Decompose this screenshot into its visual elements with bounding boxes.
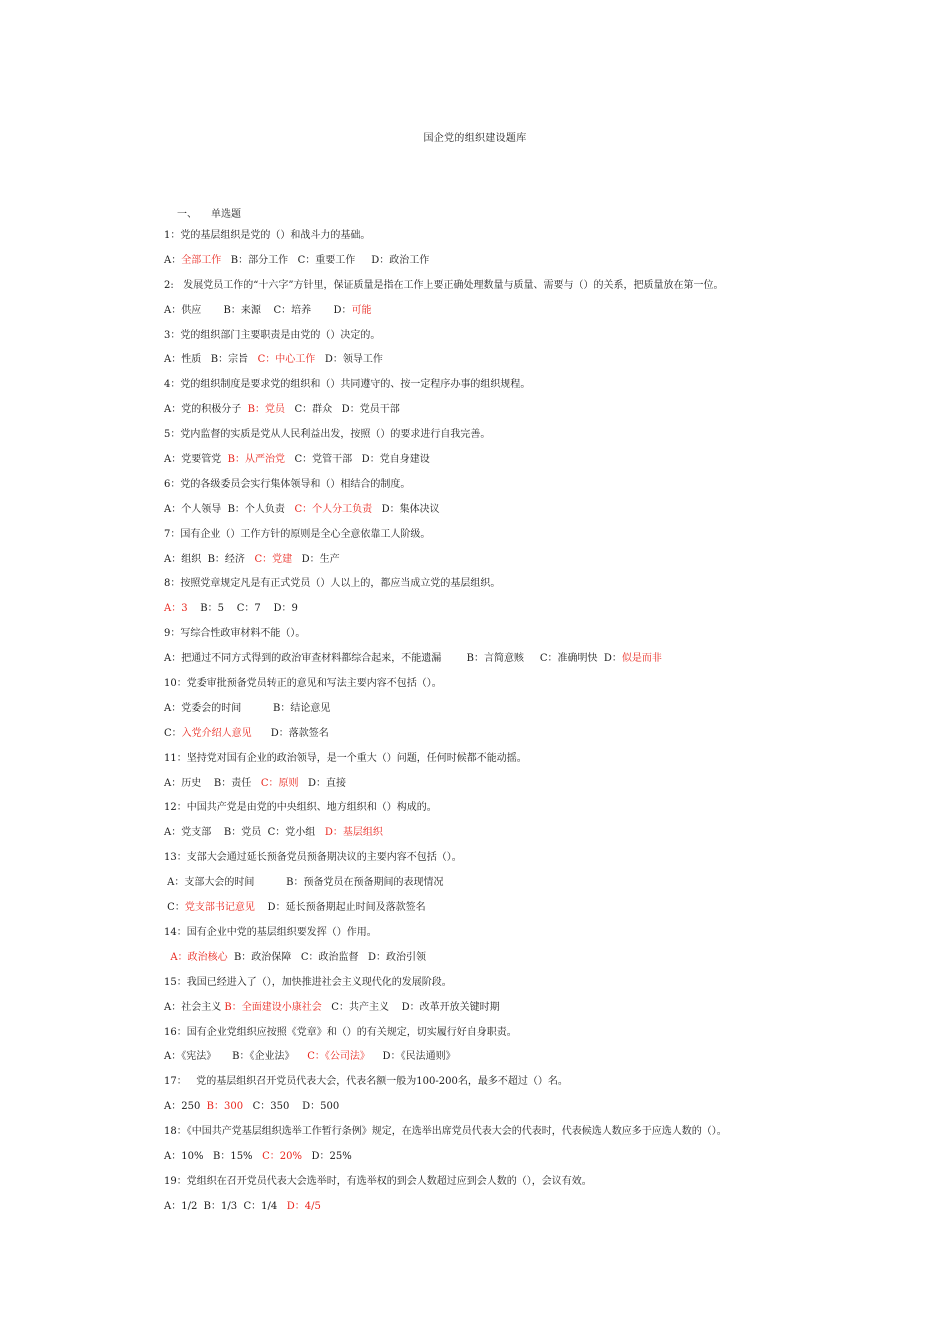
text-line [164,802,800,827]
text-line [164,1002,800,1027]
correct-answer: B：300 [206,1101,244,1113]
line-text: 15：我国已经进入了（），加快推进社会主义现代化的发展阶段。 [164,976,452,988]
line-text: 4：党的组织制度是要求党的组织和（）共同遵守的、按一定程序办事的组织规程。 [164,379,531,391]
line-text: A：社会主义 [164,1001,225,1013]
text-line [164,977,800,1002]
line-text: B：政治保障 C：政治监督 D：政治引领 [227,951,427,963]
text-line [164,504,800,529]
line-text: C：群众 D：党员干部 [284,404,400,416]
text-line [164,1027,800,1052]
correct-answer: 党支部书记意见 [184,902,255,914]
correct-answer: C：党建 [254,553,293,565]
line-text: 12：中国共产党是由党的中央组织、地方组织和（）构成的。 [164,802,437,814]
line-text: 3：党的组织部门主要职责是由党的（）决定的。 [164,329,381,341]
text-line [164,952,800,977]
line-text: A：历史 B：责任 [164,777,261,789]
line-text: A：党支部 B：党员 C：党小组 [164,827,325,839]
line-text: C：共产主义 D：改革开放关键时期 [321,1001,500,1013]
line-text: C： [164,902,185,914]
document-title: 国企党的组织建设题库 [423,133,527,144]
line-text: 6：党的各级委员会实行集体领导和（）相结合的制度。 [164,478,411,490]
correct-answer: C：中心工作 [257,354,316,366]
line-text: 1：党的基层组织是党的（）和战斗力的基础。 [164,230,371,241]
correct-answer: 可能 [351,304,372,316]
line-text: D：生产 [292,553,340,565]
line-text: D：领导工作 [315,354,383,366]
line-text: A：党的积极分子 [164,404,248,416]
correct-answer: A：政治核心 [170,951,228,963]
text-line [164,305,800,330]
line-text: 2: 发展党员工作的“十六字”方针里，保证质量是指在工作上要正确处理数量与质量、需要与（）的关系，把质量放在第一位。 [164,279,724,291]
line-text: 17： 党的基层组织召开党员代表大会，代表名额一般为100-200名，最多不超过（）名。 [164,1076,568,1088]
text-line [164,330,800,355]
text-line [164,1076,800,1101]
section-heading [177,205,241,220]
text-line [164,703,800,728]
correct-answer: C：20% [262,1150,302,1162]
correct-answer: C：原则 [260,777,299,789]
line-text: 7：国有企业（）工作方针的原则是全心全意依靠工人阶级。 [164,528,431,540]
text-line [164,628,800,653]
line-text: 10：党委审批预备党员转正的意见和写法主要内容不包括（）。 [164,678,442,690]
line-text: B：部分工作 C：重要工作 D：政治工作 [221,254,430,266]
line-text: 11：坚持党对国有企业的政治领导，是一个重大（）问题，任何时候都不能动摇。 [164,752,527,764]
correct-answer: D：4/5 [286,1200,321,1212]
text-line [164,354,800,379]
text-line [164,1051,800,1076]
line-text: A：《宪法》 B：《企业法》 [164,1051,308,1063]
section-label: 单选题 [211,209,241,220]
line-text: B：5 C：7 D：9 [187,603,298,615]
line-text: A：250 [164,1101,207,1113]
line-text: A：支部大会的时间 B：预备党员在预备期间的表现情况 [164,877,444,889]
text-line [164,230,800,255]
correct-answer: 入党介绍人意见 [181,727,252,739]
text-line [164,603,800,628]
line-text: A：10% B：15% [164,1150,263,1162]
text-line [164,1151,800,1176]
text-line [164,1126,800,1151]
correct-answer: D：基层组织 [324,827,383,839]
line-text: 19：党组织在召开党员代表大会选举时，有选举权的到会人数超过应到会人数的（），会议有效。 [164,1175,592,1187]
line-text: 8：按照党章规定凡是有正式党员（）人以上的，都应当成立党的基层组织。 [164,578,501,590]
text-line [164,902,800,927]
line-text: A：把通过不同方式得到的政治审查材料都综合起来，不能遗漏 B：言简意赅 C：准确明快 D： [164,653,622,665]
text-line [164,429,800,454]
line-text: 16：国有企业党组织应按照《党章》和（）的有关规定，切实履行好自身职责。 [164,1026,517,1038]
text-line [164,827,800,852]
text-line [164,404,800,429]
line-text: D：《民法通则》 [369,1051,456,1063]
line-text: A：组织 B：经济 [164,553,255,565]
correct-answer: 全部工作 [181,254,222,266]
text-line [164,753,800,778]
correct-answer: B：党员 [247,404,285,416]
section-number: 一、 [177,209,197,220]
line-text: A：1/2 B：1/3 C：1/4 [164,1200,287,1212]
text-line [164,927,800,952]
line-text: D：25% [302,1150,352,1162]
text-line [164,877,800,902]
text-line [164,653,800,678]
text-line [164,554,800,579]
line-text: 13：支部大会通过延长预备党员预备期决议的主要内容不包括（）。 [164,852,462,864]
text-line [164,578,800,603]
correct-answer: A：3 [164,603,188,615]
correct-answer: C：《公司法》 [307,1051,370,1063]
text-line [164,852,800,877]
text-line [164,1176,800,1201]
text-line [164,1101,800,1126]
line-text: D：落款签名 [251,727,329,739]
line-text: C：党管干部 D：党自身建设 [284,454,430,466]
correct-answer: 似是而非 [621,653,662,665]
correct-answer: C：个人分工负责 [294,503,373,515]
text-line [164,678,800,703]
line-text: 9：写综合性政审材料不能（）。 [164,628,306,640]
text-line [164,778,800,803]
line-text: D：延长预备期起止时间及落款签名 [254,902,426,914]
text-line [164,529,800,554]
text-line [164,728,800,753]
text-line [164,379,800,404]
text-line [164,280,800,305]
line-text: A： [164,254,182,266]
line-text: D：集体决议 [372,503,440,515]
text-line [164,454,800,479]
line-text: 14：国有企业中党的基层组织要发挥（）作用。 [164,926,377,938]
correct-answer: B：从严治党 [227,454,285,466]
text-line [164,479,800,504]
line-text: 5：党内监督的实质是党从人民利益出发，按照（）的要求进行自我完善。 [164,429,491,441]
line-text: C： [164,727,182,739]
text-line [164,1201,800,1226]
line-text: A：个人领导 B：个人负责 [164,503,295,515]
correct-answer: B：全面建设小康社会 [224,1001,322,1013]
line-text: C：350 D：500 [243,1101,340,1113]
line-text: A：党委会的时间 B：结论意见 [164,702,331,714]
line-text: A：党要管党 [164,454,228,466]
line-text: 18：《中国共产党基层组织选举工作暂行条例》规定，在选举出席党员代表大会的代表时，代表候选人数应多于应选人数的（）。 [164,1126,727,1138]
line-text: A：性质 B：宗旨 [164,354,258,366]
line-text: A：供应 B：来源 C：培养 D： [164,304,352,316]
text-line [164,255,800,280]
line-text: D：直接 [298,777,347,789]
question-list [164,230,800,1226]
